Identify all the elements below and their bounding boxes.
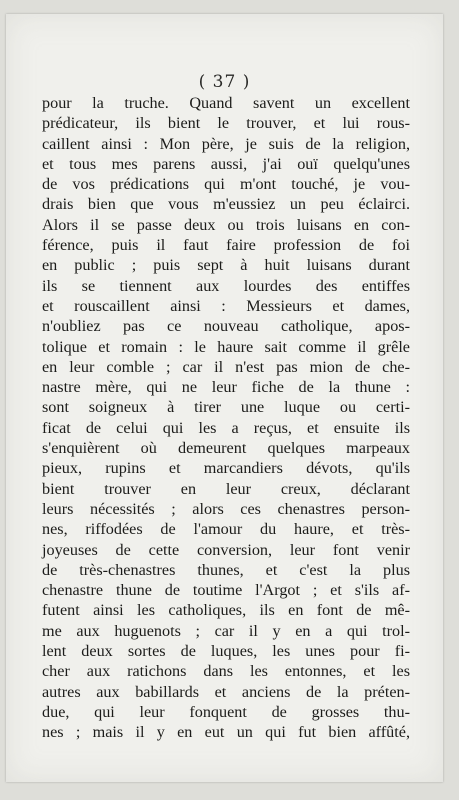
text-line: leurs nécessités ; alors ces chenastres person- xyxy=(42,499,410,518)
text-line: ils se tiennent aux lourdes des entiffes xyxy=(42,276,410,295)
text-line: de très-chenastres thunes, et c'est la plus xyxy=(42,560,410,579)
text-line: drais bien que vous m'eussiez un peu éclairci. xyxy=(42,195,410,214)
body-text xyxy=(42,93,410,743)
text-line: sont soigneux à tirer une luque ou certi- xyxy=(42,398,410,417)
text-line: due, qui leur fonquent de grosses thu- xyxy=(42,702,410,721)
text-line: futent ainsi les catholiques, ils en font de mê- xyxy=(42,601,410,620)
text-line: bient trouver en leur creux, déclarant xyxy=(42,479,410,498)
text-line: férence, puis il faut faire profession de foi xyxy=(42,236,410,255)
text-line: tolique et romain : le haure sait comme il grêle xyxy=(42,337,410,356)
text-line: de vos prédications qui m'ont touché, je vou- xyxy=(42,175,410,194)
text-line: pieux, rupins et marcandiers dévots, qu'ils xyxy=(42,459,410,478)
text-line: pour la truche. Quand savent un excellent xyxy=(42,94,410,112)
text-line: caillent ainsi : Mon père, je suis de la religion, xyxy=(42,134,410,153)
text-line: et tous mes parens aussi, j'ai ouï quelqu'unes xyxy=(42,154,410,173)
text-line: chenastre thune de toutime l'Argot ; et s'ils af- xyxy=(42,581,410,600)
text-line: s'enquièrent où demeurent quelques marpeaux xyxy=(42,439,410,458)
text-line: lent deux sortes de luques, les unes pour fi- xyxy=(42,642,410,661)
text-line: ficat de celui qui les a reçus, et ensuite ils xyxy=(42,418,410,437)
text-line: nes, riffodées de l'amour du haure, et très- xyxy=(42,520,410,539)
text-line: cher aux ratichons dans les entonnes, et les xyxy=(42,662,410,681)
book-page xyxy=(6,14,443,782)
text-line: Alors il se passe deux ou trois luisans en con- xyxy=(42,215,410,234)
text-line: prédicateur, ils bient le trouver, et lui rous- xyxy=(42,114,410,133)
text-line: en leur comble ; car il n'est pas mion de che- xyxy=(42,357,410,376)
text-line: n'oubliez pas ce nouveau catholique, apos- xyxy=(42,317,410,336)
text-line: me aux huguenots ; car il y en a qui trol- xyxy=(42,621,410,640)
text-line: autres aux babillards et anciens de la préten- xyxy=(42,682,410,701)
page-number: ( 37 ) xyxy=(198,72,251,92)
text-line: nastre mère, qui ne leur fiche de la thune : xyxy=(42,378,410,397)
text-line: et rouscaillent ainsi : Messieurs et dames, xyxy=(42,296,410,315)
text-line: en public ; puis sept à huit luisans durant xyxy=(42,256,410,275)
text-line: nes ; mais il y en eut un qui fut bien affûté, xyxy=(42,723,410,742)
text-line: joyeuses de cette conversion, leur font venir xyxy=(42,540,410,559)
